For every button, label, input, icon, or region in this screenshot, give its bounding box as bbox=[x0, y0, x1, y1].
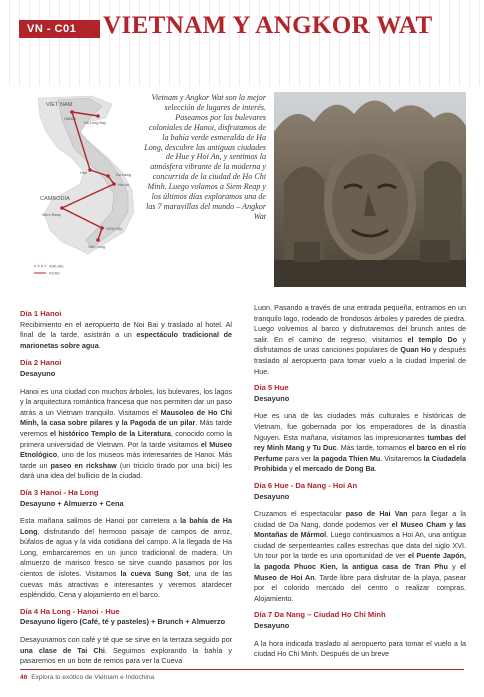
day-5-meals: Desayuno bbox=[254, 393, 290, 403]
map-label-vietnam: VIET NAM bbox=[46, 102, 73, 108]
day-7-meals: Desayuno bbox=[254, 621, 290, 631]
map-city-label: Hoi An bbox=[118, 183, 130, 187]
day-4-title: Día 4 Ha Long - Hanoi - Hue bbox=[20, 606, 120, 616]
day-6-meals: Desayuno bbox=[254, 491, 290, 501]
map-legend-road: ROAD bbox=[49, 271, 60, 276]
map-city-label: HCM City bbox=[106, 227, 123, 231]
day-4-text-continued: Luon. Pasando a través de una entrada pequeña, entramos en un tranquilo lago, rodeado de frondosos árboles y paredes de piedra. Luego volvemos al barco y disfrutaremos del brunch antes de salir. En el camino de regreso, visitamos el templo Do y disfrutamos de unas canciones populares de Quan Ho y después traslado al aeropuerto para tomar vuelo a la ciudad imperial de Hue. bbox=[254, 303, 467, 376]
day-2-meals: Desayuno bbox=[20, 368, 56, 378]
map-city-label: Hue bbox=[80, 171, 87, 175]
day-6-text: Cruzamos el espectacular paso de Hai Van para llegar a la ciudad de Da Nang, donde podemos ver el Museo Cham y las Montañas de Mármol. Luego continuamos a Hoi An, una antigua ciudad de serpenteantes calles estrechas que data del siglo XVI. Un tour por la tarde es una oportunidad de ver el Puente Japón, la pagoda Phuoc Kien, la antigua casa de Tran Phu y el Museo de Hoi An. Tarde libre para disfrutar de la playa, pasear por el colorido mercado del centro o realizar compras. Alojamiento. bbox=[254, 509, 467, 603]
day-3-meals: Desayuno + Almuerzo + Cena bbox=[20, 498, 124, 508]
map-city-label: Vinh Long bbox=[88, 245, 106, 249]
map-city-label: Da Nang bbox=[116, 173, 131, 177]
tour-code-badge: VN - C01 bbox=[19, 20, 100, 38]
page-header bbox=[0, 0, 484, 86]
intro-text: Vietnam y Angkor Wat son la mejor selección de lugares de interés. Paseamos por los bulevares coloniales de Hanoi, disfrutamos de la bahía verde esmeralda de Ha Long, descubre las antiguas ciudades de Hue y Hoi An, y sentimos la atmósfera vibrante de la moderna y concurrida de la ciudad de Ho Chi Minh. Luego volamos a Siem Reap y los últimos días exploramos una de las 7 maravillas del mundo – Angkor Wat bbox=[144, 93, 266, 221]
footer-text: Explora lo exótico de Vietnam e Indochina bbox=[31, 674, 155, 681]
day-4-text: Desayunamos con café y té que se sirve en la terraza seguido por una clase de Tai Chi. Seguimos explorando la bahía y pasaremos en un bote de remos para ver la Cueva bbox=[20, 635, 232, 666]
day-1-title: Día 1 Hanoi bbox=[20, 309, 62, 318]
map-label-cambodia: CAMBODIA bbox=[40, 196, 70, 202]
page-footer bbox=[20, 669, 464, 681]
map-city-label: HANOI bbox=[64, 117, 77, 121]
day-7-text: A la hora indicada traslado al aeropuerto para tomar el vuelo a la ciudad Ho Chi Minh. Después de un breve bbox=[254, 638, 466, 659]
day-5-text: Hue es una de las ciudades más culturales e históricas de Vietnam, fue gobernada por los emperadores de la dinastía Nguyen. Esta mañana, visitamos las impresionantes tumbas del rey Minh Mang y Tu Duc. Más tarde, tomamos el barco en el río Perfume para ver la pagoda Thien Mu. Visitaremos la Ciudadela Prohibida y el mercado de Dong Ba. bbox=[254, 411, 467, 474]
day-4-meals: Desayuno ligero (Café, té y pasteles) + Brunch + Almuerzo bbox=[20, 617, 226, 627]
map-city-label: Siem Reap bbox=[42, 213, 61, 217]
page-title: VIETNAM Y ANGKOR WAT bbox=[103, 12, 433, 39]
itinerary-column-left bbox=[20, 303, 232, 667]
itinerary-column-right bbox=[254, 303, 466, 660]
day-1-text: Recibimiento en el aeropuerto de Noi Bai y traslado al hotel. Al final de la tarde, asistirán a un espectáculo tradicional de marionetas sobre agua. bbox=[20, 319, 232, 350]
day-2-text: Hanoi es una ciudad con muchos árboles, los bulevares, los lagos y la arquitectura romántica francesa que nos permiten dar un paso atrás a un Vietnam tranquilo. Visitamos el Mausoleo de Ho Chi Minh, la casa sobre pilares y la Pagoda de un pilar. Más tarde veremos el histórico Templo de la Literatura, conocido como la primera universidad de Vietnam. Por la tarde visitamos el Museo Etnológico, uno de los museos más interesantes de Hanoi. Más tarde un paseo en rickshaw (un triciclo tirado por una bici) les dará una idea del bullicio de la ciudad. bbox=[20, 386, 233, 481]
map-city-label: Ha Long Bay bbox=[84, 121, 106, 125]
day-2-title: Día 2 Hanoi bbox=[20, 358, 62, 368]
route-map bbox=[32, 92, 150, 282]
page-number: 46 bbox=[20, 674, 28, 681]
day-3-text: Esta mañana salimos de Hanoi por carretera a la bahía de Ha Long, disfrutando del hermoso paisaje de campos de arroz, búfalos de agua y la vida cotidiana del campo. A la llegada de Ha Long, embarcaremos en un junco tradicional de madera. Un almuerzo de marisco fresco se sirve cuando pasamos por los cientos de islotes. Visitamos la cueva Sung Sot, una de las cuevas más atractivas e interesantes y veremos atardecer espléndido. Cena y alojamiento en el barco. bbox=[20, 516, 232, 600]
bayon-temple-photo bbox=[274, 92, 466, 287]
day-5-title: Día 5 Hue bbox=[254, 383, 289, 393]
map-legend-airline: AIRLINE bbox=[49, 264, 64, 269]
day-3-title: Día 3 Hanoi - Ha Long bbox=[20, 487, 99, 497]
day-6-title: Día 6 Hue - Da Nang - Hoi An bbox=[254, 480, 358, 490]
day-7-title: Día 7 Da Nang – Ciudad Ho Chi Minh bbox=[254, 610, 386, 620]
